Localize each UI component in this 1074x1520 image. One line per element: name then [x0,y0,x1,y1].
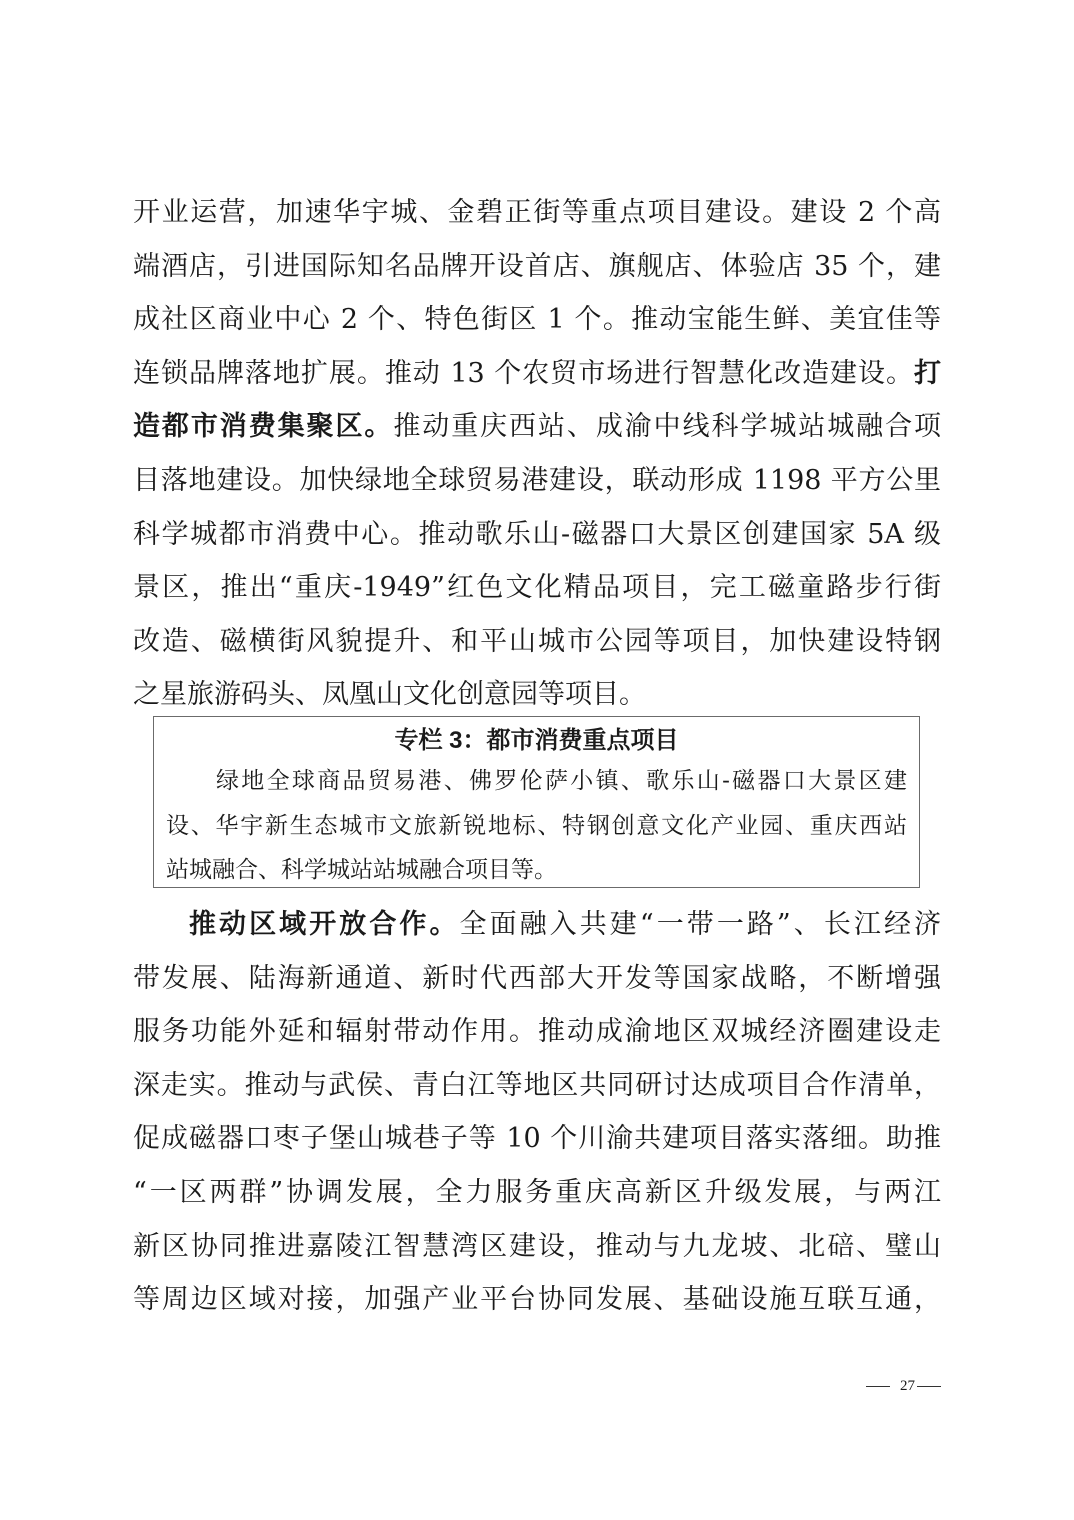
bold-heading: 打 [914,357,941,389]
bold-heading: 造都市消费集聚区。 [133,411,394,443]
text-line: 促成磁器口枣子堡山城巷子等 10 个川渝共建项目落实落细。助推 [133,1123,941,1155]
text-line: 端酒店，引进国际知名品牌开设首店、旗舰店、体验店 35 个，建 [133,250,941,282]
text-line: “一区两群”协调发展，全力服务重庆高新区升级发展，与两江 [133,1176,941,1208]
box-body [166,759,907,893]
text-line: 新区协同推进嘉陵江智慧湾区建设，推动与九龙坡、北碚、璧山 [133,1230,941,1262]
footer-dash-right [917,1386,941,1387]
text-line: 改造、磁横街风貌提升、和平山城市公园等项目，加快建设特钢 [133,625,941,657]
text-line: 成社区商业中心 2 个、特色街区 1 个。推动宝能生鲜、美宜佳等 [133,304,941,336]
text-line [133,898,941,952]
text-line: 景区，推出“重庆-1949”红色文化精品项目，完工磁童路步行街 [133,572,941,604]
text-segment: 推动重庆西站、成渝中线科学城站城融合项 [393,411,941,443]
text-segment: 全面融入共建“一带一路”、长江经济 [459,909,941,940]
text-segment: 连锁品牌落地扩展。推动 13 个农贸市场进行智慧化改造建设。 [133,357,914,389]
text-line: 服务功能外延和辐射带动作用。推动成渝地区双城经济圈建设走 [133,1016,941,1048]
page-footer [866,1378,941,1395]
bold-heading: 推动区域开放合作。 [189,909,460,940]
sidebar-box-column-3 [153,716,920,888]
text-line: 目落地建设。加快绿地全球贸易港建设，联动形成 1198 平方公里 [133,464,941,496]
text-line: 之星旅游码头、凤凰山文化创意园等项目。 [133,679,646,711]
paragraph-urban-consumption [133,186,941,722]
text-line: 深走实。推动与武侯、青白江等地区共同研讨达成项目合作清单， [133,1069,941,1101]
box-text-line: 站城融合、科学城站站城融合项目等。 [166,857,557,883]
paragraph-regional-cooperation [133,898,941,1327]
footer-dash-left [866,1386,890,1387]
box-text-line: 绿地全球商品贸易港、佛罗伦萨小镇、歌乐山-磁器口大景区建 [216,768,907,794]
text-line: 开业运营，加速华宇城、金碧正街等重点项目建设。建设 2 个高 [133,197,941,228]
box-text-line: 设、华宇新生态城市文旅新锐地标、特钢创意文化产业园、重庆西站 [166,812,907,839]
text-line: 等周边区域对接，加强产业平台协同发展、基础设施互联互通， [133,1284,941,1316]
text-line: 科学城都市消费中心。推动歌乐山-磁器口大景区创建国家 5A 级 [133,518,941,550]
text-line [133,400,941,454]
box-title: 专栏 3：都市消费重点项目 [394,727,679,754]
page-number: 27 [900,1378,915,1394]
text-line: 带发展、陆海新通道、新时代西部大开发等国家战略，不断增强 [133,962,941,994]
text-line [133,347,941,401]
